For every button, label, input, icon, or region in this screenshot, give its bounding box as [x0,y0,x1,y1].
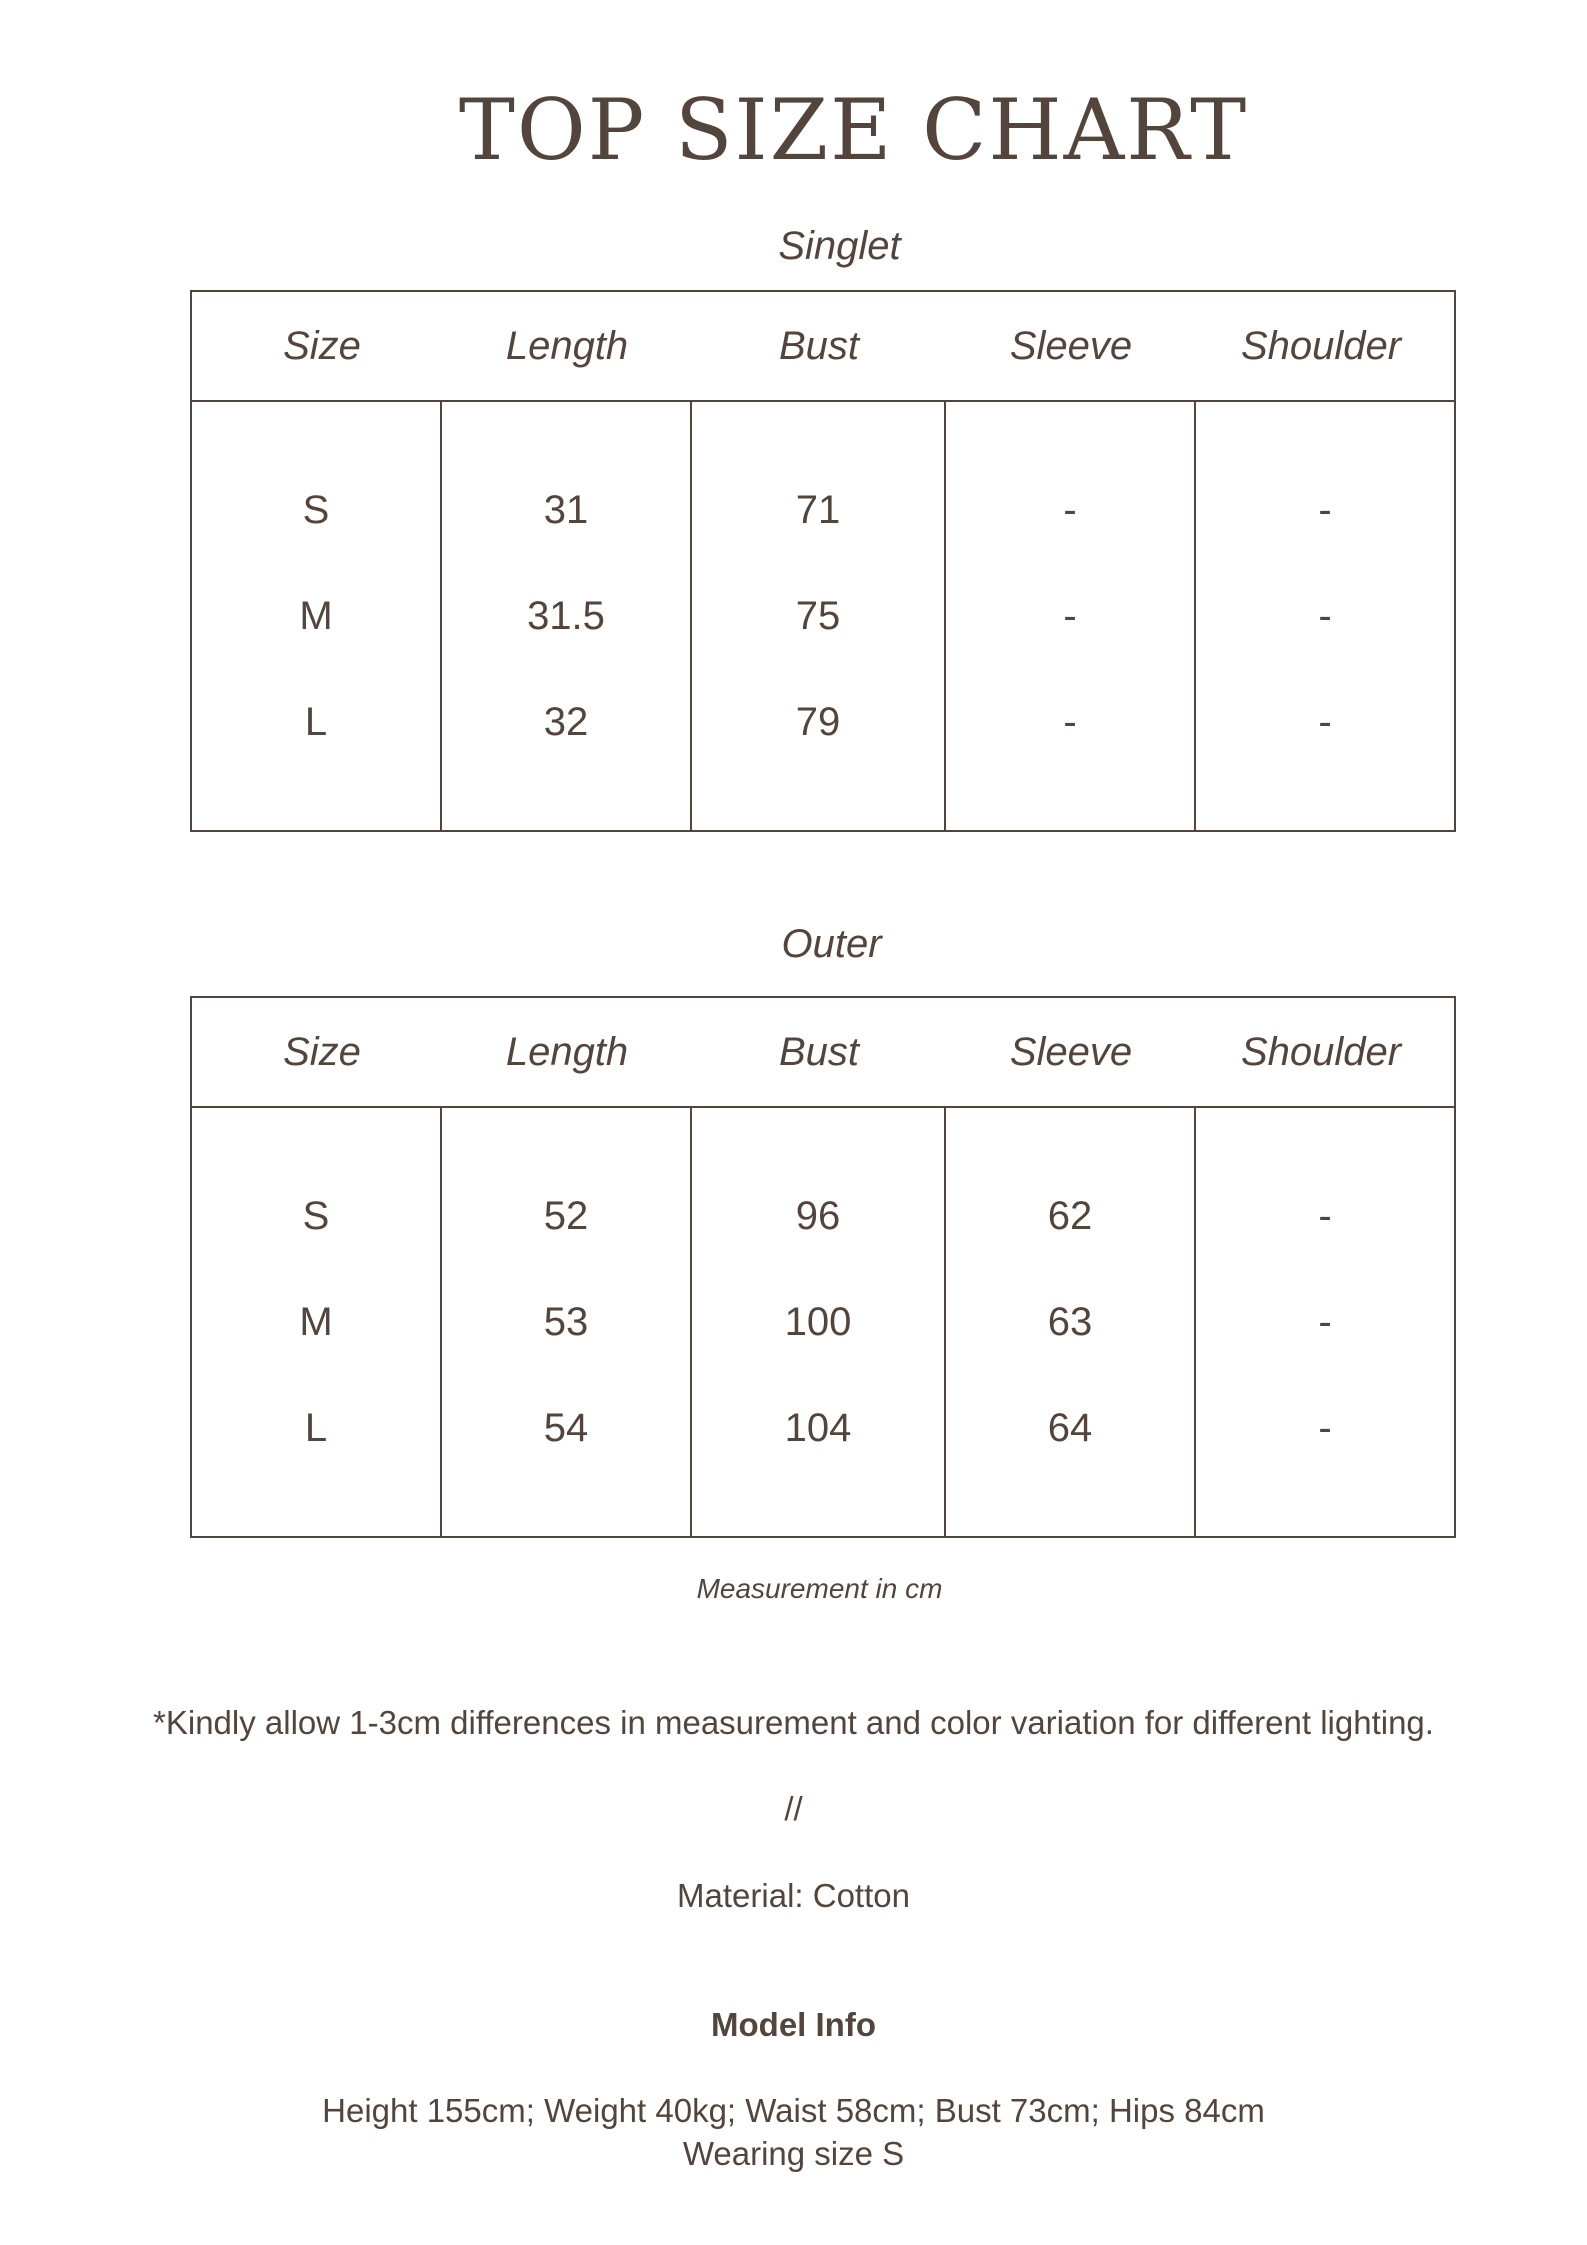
measurement-note: Measurement in cm [696,1573,943,1604]
table-cell: 53 [543,1300,589,1344]
table-cell: M [299,1300,333,1344]
table-cell: L [304,700,328,744]
model-info-heading: Model Info [711,2006,876,2043]
column-size [192,402,442,832]
table-cell: - [1318,1194,1332,1238]
column-length [442,402,692,832]
page-title: TOP SIZE CHART [458,81,1249,179]
table-header-row [192,998,1454,1108]
table-cell: - [1318,700,1332,744]
table-cell: - [1063,700,1077,744]
table-cell: S [302,488,330,532]
column-sleeve [946,1108,1196,1538]
table-cell: M [299,594,333,638]
column-bust [692,402,946,832]
table-cell: - [1063,594,1077,638]
table-body [192,402,1454,832]
table-cell: 62 [1047,1194,1093,1238]
table-cell: - [1318,1406,1332,1450]
table-cell: 75 [795,594,841,638]
header-bust: Bust [778,324,860,368]
header-length: Length [505,1030,629,1074]
table-cell: 31.5 [527,594,605,638]
column-shoulder [1196,402,1454,832]
separator-text: // [784,1790,803,1827]
column-shoulder [1196,1108,1454,1538]
table-cell: - [1063,488,1077,532]
table-cell: 100 [784,1300,852,1344]
table-cell: S [302,1194,330,1238]
table-cell: 52 [543,1194,589,1238]
material-text: Material: Cotton [677,1877,910,1914]
header-sleeve: Sleeve [1009,1030,1133,1074]
column-size [192,1108,442,1538]
header-length: Length [505,324,629,368]
table-cell: 96 [795,1194,841,1238]
header-size: Size [283,1030,361,1074]
outer-caption: Outer [781,922,882,966]
model-measurements-text: Height 155cm; Weight 40kg; Waist 58cm; Bust 73cm; Hips 84cm [322,2092,1265,2129]
table-cell: 104 [784,1406,852,1450]
header-shoulder: Shoulder [1240,1030,1402,1074]
table-cell: - [1318,488,1332,532]
table-header-row [192,292,1454,402]
table-cell: - [1318,594,1332,638]
header-shoulder: Shoulder [1240,324,1402,368]
table-cell: 32 [543,700,589,744]
header-bust: Bust [778,1030,860,1074]
table-cell: L [304,1406,328,1450]
header-size: Size [283,324,361,368]
table-cell: - [1318,1300,1332,1344]
table-cell: 64 [1047,1406,1093,1450]
column-sleeve [946,402,1196,832]
model-wearing-text: Wearing size S [682,2135,905,2172]
column-bust [692,1108,946,1538]
table-cell: 71 [795,488,841,532]
table-cell: 63 [1047,1300,1093,1344]
outer-size-table [190,996,1456,1538]
singlet-caption: Singlet [778,224,901,268]
singlet-size-table [190,290,1456,832]
table-body [192,1108,1454,1538]
column-length [442,1108,692,1538]
table-cell: 54 [543,1406,589,1450]
table-cell: 79 [795,700,841,744]
header-sleeve: Sleeve [1009,324,1133,368]
disclaimer-text: *Kindly allow 1-3cm differences in measurement and color variation for different lighting. [153,1704,1434,1741]
table-cell: 31 [543,488,589,532]
